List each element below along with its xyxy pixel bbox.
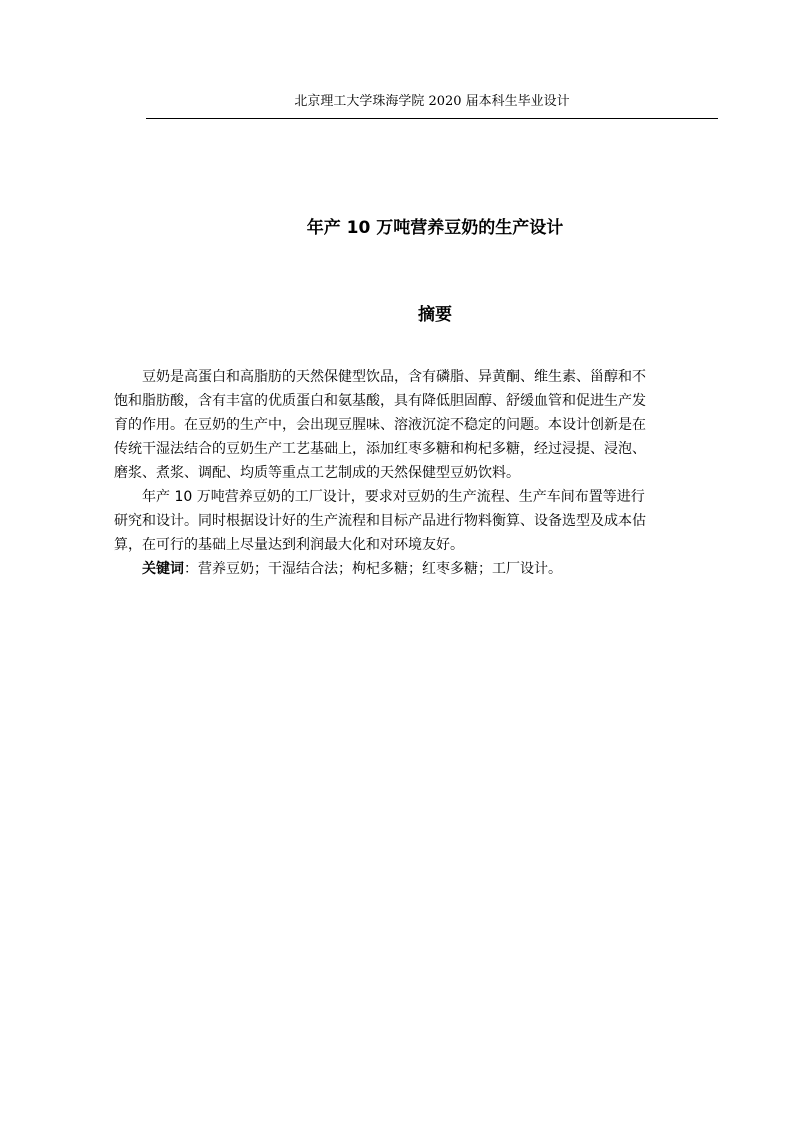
paragraph-line: 年产 10 万吨营养豆奶的工厂设计，要求对豆奶的生产流程、生产车间布置等进行 bbox=[142, 489, 645, 505]
paragraph-line: 饱和脂肪酸，含有丰富的优质蛋白和氨基酸，具有降低胆固醇、舒缓血管和促进生产发 bbox=[114, 393, 646, 409]
abstract-body bbox=[114, 365, 718, 581]
keywords-label: 关键词 bbox=[142, 561, 184, 577]
keywords-text: ：营养豆奶；干湿结合法；枸杞多糖；红枣多糖；工厂设计。 bbox=[184, 561, 562, 577]
page-header bbox=[146, 92, 718, 119]
keywords-line bbox=[114, 557, 718, 581]
paragraph-line: 磨浆、煮浆、调配、均质等重点工艺制成的天然保健型豆奶饮料。 bbox=[114, 465, 520, 481]
paragraph-line: 豆奶是高蛋白和高脂肪的天然保健型饮品，含有磷脂、异黄酮、维生素、甾醇和不 bbox=[142, 369, 646, 385]
abstract-paragraph-2 bbox=[114, 485, 718, 557]
paragraph-line: 传统干湿法结合的豆奶生产工艺基础上，添加红枣多糖和枸杞多糖，经过浸提、浸泡、 bbox=[114, 441, 646, 457]
paragraph-line: 算，在可行的基础上尽量达到利润最大化和对环境友好。 bbox=[114, 537, 464, 553]
paragraph-line: 研究和设计。同时根据设计好的生产流程和目标产品进行物料衡算、设备选型及成本估 bbox=[114, 513, 646, 529]
abstract-paragraph-1 bbox=[114, 365, 718, 485]
paragraph-line: 育的作用。在豆奶的生产中，会出现豆腥味、溶液沉淀不稳定的问题。本设计创新是在 bbox=[114, 417, 646, 433]
abstract-heading: 摘要 bbox=[418, 305, 452, 325]
document-title: 年产 10 万吨营养豆奶的生产设计 bbox=[306, 218, 564, 238]
page-header-text: 北京理工大学珠海学院 2020 届本科生毕业设计 bbox=[294, 94, 570, 109]
